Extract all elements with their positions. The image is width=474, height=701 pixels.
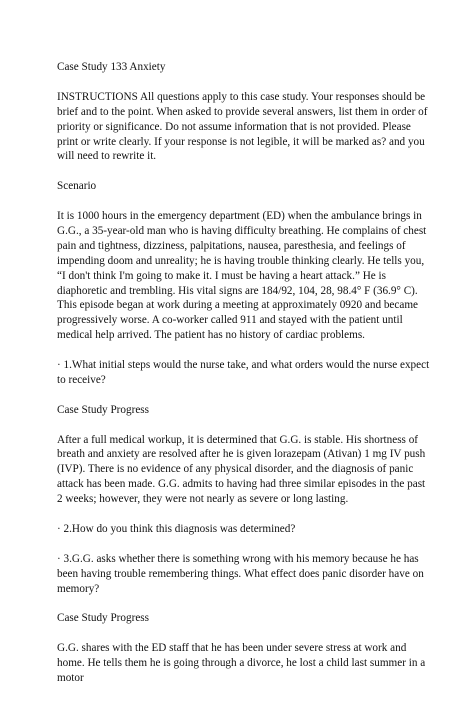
- instructions-paragraph: INSTRUCTIONS All questions apply to this case study. Your responses should be brief and to the point. When asked to provide several answers, list them in order of priority or significance. Do not assume information that is not provided. Please print or write clearly. If your response is not legible, it will be marked as? and you will need to rewrite it.: [57, 90, 428, 163]
- progress-paragraph-1: After a full medical workup, it is determined that G.G. is stable. His shortness of breath and anxiety are resolved after he is given lorazepam (Ativan) 1 mg IV push (IVP). There is no evidence of any physical disorder, and the diagnosis of panic attack has been made. G.G. admits to having had three similar episodes in the past 2 weeks; however, they were not nearly as severe or long lasting.: [57, 433, 426, 506]
- document-title: Case Study 133 Anxiety: [57, 61, 166, 73]
- progress-heading-2: Case Study Progress: [57, 612, 149, 625]
- document-body: [57, 60, 432, 701]
- progress-heading-1: Case Study Progress: [57, 403, 149, 416]
- progress-paragraph-2: G.G. shares with the ED staff that he has been under severe stress at work and home. He tells them he is going through a divorce, he lost a child last summer in a motor: [57, 642, 426, 684]
- scenario-heading: Scenario: [57, 180, 97, 193]
- scenario-paragraph: It is 1000 hours in the emergency department (ED) when the ambulance brings in G.G., a 35-year-old man who is having difficulty breathing. He complains of chest pain and tightness, dizziness, palpitations, nausea, paresthesia, and feelings of impending doom and unreality; he is having trouble thinking clearly. He tells you, “I don't think I'm going to make it. I must be having a heart attack.” He is diaphoretic and trembling. His vital signs are 184/92, 104, 28, 98.4° F (36.9° C). This episode began at work during a meeting at approximately 0920 and became progressively worse. A co-worker called 911 and stayed with the patient until medical help arrived. The patient has no history of cardiac problems.: [57, 210, 427, 342]
- question-2: · 2.How do you think this diagnosis was determined?: [57, 522, 296, 535]
- question-1: · 1.What initial steps would the nurse take, and what orders would the nurse expect to receive?: [57, 359, 430, 386]
- question-3: · 3.G.G. asks whether there is something wrong with his memory because he has been having trouble remembering things. What effect does panic disorder have on memory?: [57, 552, 424, 595]
